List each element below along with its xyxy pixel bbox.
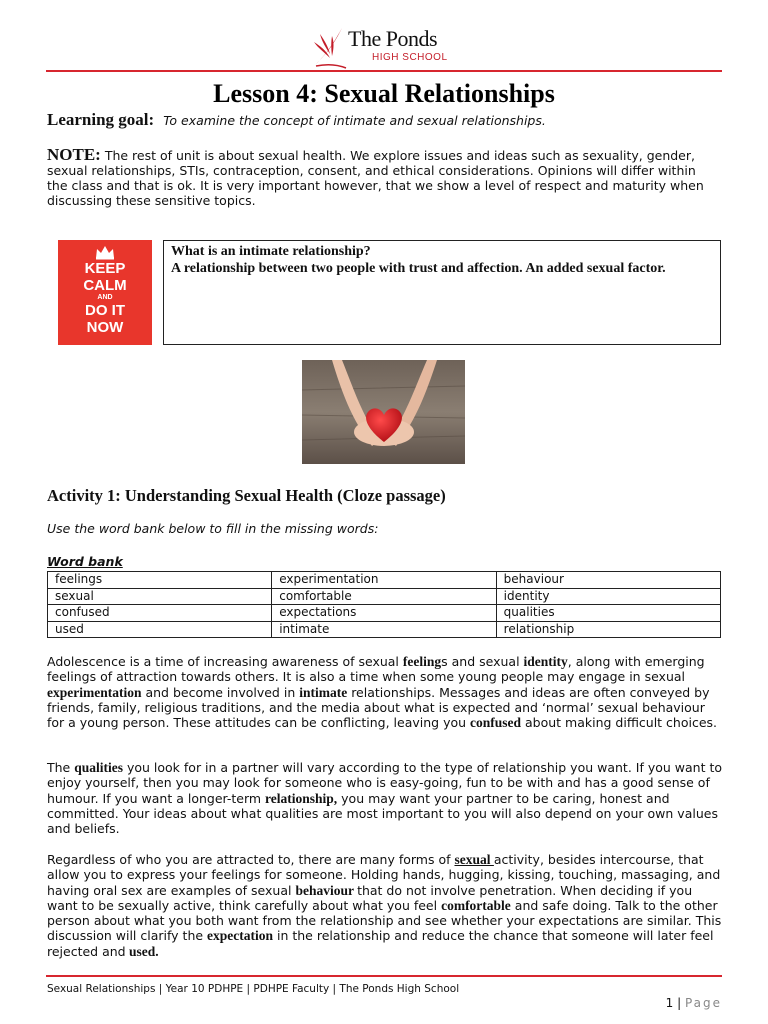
answer-word: comfortable	[441, 897, 511, 913]
word-bank-cell: intimate	[272, 621, 496, 638]
page-word: Page	[684, 996, 722, 1010]
logo-subtitle: HIGH SCHOOL	[372, 52, 448, 63]
learning-goal-text: To examine the concept of intimate and sexual relationships.	[163, 113, 546, 128]
word-bank-cell: feelings	[48, 572, 272, 589]
note-text-2: the class and that is ok. It is very important however, that we show a level of respect and maturity when discussing these sensitive topics.	[47, 178, 704, 208]
table-row	[48, 605, 721, 622]
note-text-1: The rest of unit is about sexual health. We explore issues and ideas such as sexuality, gender, sexual relationships, STIs, contraception, consent, and ethical considerations. Opinions will differ within	[47, 148, 696, 178]
page-title: Lesson 4: Sexual Relationships	[213, 79, 555, 108]
keep-calm-poster	[58, 240, 152, 345]
learning-goal-label: Learning goal:	[47, 110, 155, 129]
word-bank-cell: behaviour	[496, 572, 720, 589]
table-row	[48, 621, 721, 638]
header-divider	[46, 70, 722, 72]
footer-text: Sexual Relationships | Year 10 PDHPE | PDHPE Faculty | The Ponds High School	[47, 983, 460, 995]
question-box	[163, 240, 721, 345]
answer-word: qualities	[74, 760, 123, 775]
poster-line-and: AND	[97, 294, 113, 301]
word-bank-cell: sexual	[48, 588, 272, 605]
question-text: What is an intimate relationship?	[171, 244, 371, 259]
answer-text: A relationship between two people with trust and affection. An added sexual factor.	[171, 261, 666, 276]
word-bank-cell: experimentation	[272, 572, 496, 589]
note-block	[47, 147, 723, 208]
crown-icon	[94, 244, 116, 260]
poster-line-do-it: DO IT	[85, 302, 125, 319]
activity-heading: Activity 1: Understanding Sexual Health (Cloze passage)	[47, 486, 446, 505]
passage-paragraph-3: Regardless of who you are attracted to, there are many forms of sexual activity, besides intercourse, that allow you to express your feelings for someone. Holding hands, hugging, kissing, touching, massaging, and having oral sex are examples of sexual behaviour that do not involve penetration. When deciding if you want to be sexually active, think carefully about what you feel comfortable and safe doing. Talk to the other person about what you both want from the relationship and see whether your expectations are similar. This discussion will clarify the expectation in the relationship and reduce the chance that someone will later feel rejected and used.	[47, 852, 722, 959]
note-label: NOTE:	[47, 145, 101, 164]
poster-line-keep: KEEP	[84, 260, 126, 277]
school-logo	[312, 24, 462, 70]
table-row	[48, 572, 721, 589]
word-bank-title: Word bank	[47, 554, 123, 569]
answer-word: relationship,	[265, 790, 338, 806]
passage-paragraph-2: The qualities you look for in a partner will vary according to the type of relationship you want. If you want to enjoy yourself, then you may look for someone who is easy-going, fun to be with and has a good sense of humour. If you want a longer-term relationship, you may want your partner to be caring, honest and committed. Your ideas about what qualities are most important to you will also depend on your own values and beliefs.	[47, 760, 723, 837]
word-bank-cell: comfortable	[272, 588, 496, 605]
word-bank-cell: identity	[496, 588, 720, 605]
page-number: 1 | Page	[665, 996, 722, 1010]
answer-word: sexual	[454, 852, 494, 867]
word-bank-table	[47, 571, 721, 638]
answer-word: feeling	[402, 654, 442, 669]
heart-in-hands-photo	[302, 360, 465, 464]
word-bank-cell: relationship	[496, 621, 720, 638]
passage-paragraph-1: Adolescence is a time of increasing awareness of sexual feelings and sexual identity, along with emerging feelings of attraction towards others. It is also a time when some young people may engage in sexual experimentation and become involved in intimate relationships. Messages and ideas are often conveyed by friends, family, religious traditions, and the media about what is expected and ‘normal’ sexual behaviour for a young person. These attitudes can be conflicting, leaving you confused about making difficult choices.	[47, 654, 718, 731]
answer-word: behaviour	[295, 882, 358, 898]
answer-word: experimentation	[47, 684, 142, 700]
answer-word: confused	[470, 715, 522, 731]
answer-word: intimate	[299, 684, 348, 700]
poster-line-now: NOW	[86, 319, 124, 336]
table-row	[48, 588, 721, 605]
answer-word: expectation	[207, 928, 274, 944]
poster-line-calm: CALM	[83, 277, 127, 294]
page-number-value: 1	[665, 996, 674, 1010]
word-bank-cell: expectations	[272, 605, 496, 622]
learning-goal	[47, 110, 546, 130]
word-bank-cell: qualities	[496, 605, 720, 622]
footer-divider	[46, 975, 722, 977]
answer-word: identity	[523, 654, 568, 669]
answer-word: used.	[125, 943, 159, 959]
word-bank-cell: confused	[48, 605, 272, 622]
activity-instruction: Use the word bank below to fill in the missing words:	[47, 521, 379, 536]
leaf-logo-icon	[312, 24, 352, 70]
heart-hands-image	[302, 360, 465, 464]
logo-name: The Ponds	[348, 26, 437, 51]
word-bank-cell: used	[48, 621, 272, 638]
